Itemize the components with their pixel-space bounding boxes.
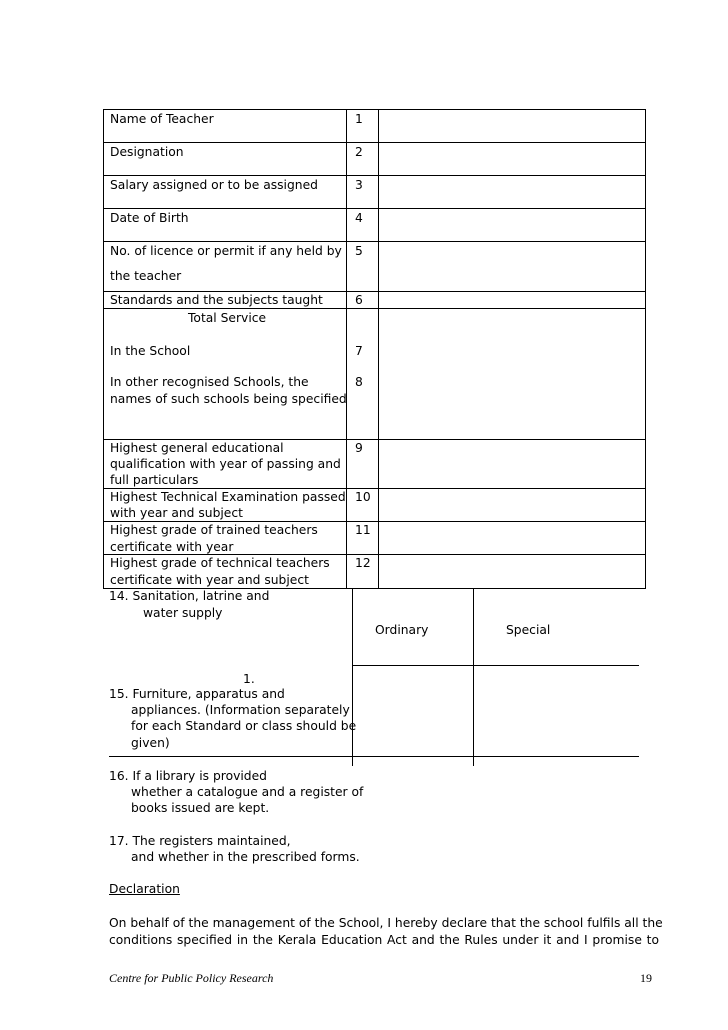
row-label-trained-teachers: Highest grade of trained teachers <box>110 523 318 537</box>
row-label-trained-teachers-cont: certificate with year <box>110 540 234 554</box>
row-label-technical-exam: Highest Technical Examination passed <box>110 490 346 504</box>
row-label-name-of-teacher: Name of Teacher <box>110 112 214 126</box>
item-registers-cont: and whether in the prescribed forms. <box>131 850 360 864</box>
item-library-cont: whether a catalogue and a register of <box>131 785 364 799</box>
item-sanitation: 14. Sanitation, latrine and <box>109 589 270 603</box>
row-number: 10 <box>355 490 371 504</box>
footer-organization: Centre for Public Policy Research <box>109 971 274 985</box>
item-sanitation-cont: water supply <box>143 606 223 620</box>
row-number: 4 <box>355 211 363 225</box>
stray-number: 1. <box>243 672 255 686</box>
column-header-special: Special <box>506 623 551 637</box>
row-label-licence-cont: the teacher <box>110 269 182 283</box>
item-furniture-cont: appliances. (Information separately <box>131 703 350 717</box>
row-label-general-education: Highest general educational <box>110 441 284 455</box>
row-number: 6 <box>355 293 363 307</box>
row-label-general-education-cont: qualification with year of passing and <box>110 457 341 471</box>
page-number: 19 <box>640 971 652 985</box>
row-number: 2 <box>355 145 363 159</box>
row-number: 5 <box>355 244 363 258</box>
row-label-licence: No. of licence or permit if any held by <box>110 244 342 258</box>
row-label-technical-teachers-cont: certificate with year and subject <box>110 573 309 587</box>
item-furniture-cont: given) <box>131 736 170 750</box>
row-label-salary: Salary assigned or to be assigned <box>110 178 318 192</box>
row-label-general-education-cont: full particulars <box>110 473 199 487</box>
row-number: 3 <box>355 178 363 192</box>
row-label-other-schools: In other recognised Schools, the <box>110 375 309 389</box>
item-registers: 17. The registers maintained, <box>109 834 291 848</box>
row-label-other-schools-cont: names of such schools being specified <box>110 392 347 406</box>
column-header-ordinary: Ordinary <box>375 623 429 637</box>
row-label-designation: Designation <box>110 145 184 159</box>
row-label-date-of-birth: Date of Birth <box>110 211 189 225</box>
row-label-technical-teachers: Highest grade of technical teachers <box>110 556 330 570</box>
item-library: 16. If a library is provided <box>109 769 267 783</box>
item-furniture: 15. Furniture, apparatus and <box>109 687 285 701</box>
declaration-heading: Declaration <box>109 882 180 896</box>
declaration-line: On behalf of the management of the School, I hereby declare that the school fulfils all the <box>109 916 663 930</box>
row-label-standards: Standards and the subjects taught <box>110 293 323 307</box>
total-service-heading: Total Service <box>188 311 267 325</box>
row-label-in-school: In the School <box>110 344 191 358</box>
row-number: 1 <box>355 112 363 126</box>
row-number: 7 <box>355 344 363 358</box>
row-number: 9 <box>355 441 363 455</box>
item-furniture-cont: for each Standard or class should be <box>131 719 357 733</box>
row-number: 11 <box>355 523 371 537</box>
item-library-cont: books issued are kept. <box>131 801 270 815</box>
declaration-line: conditions specified in the Kerala Education Act and the Rules under it and I promise to <box>109 933 659 947</box>
row-number: 8 <box>355 375 363 389</box>
row-label-technical-exam-cont: with year and subject <box>110 506 243 520</box>
row-number: 12 <box>355 556 371 570</box>
